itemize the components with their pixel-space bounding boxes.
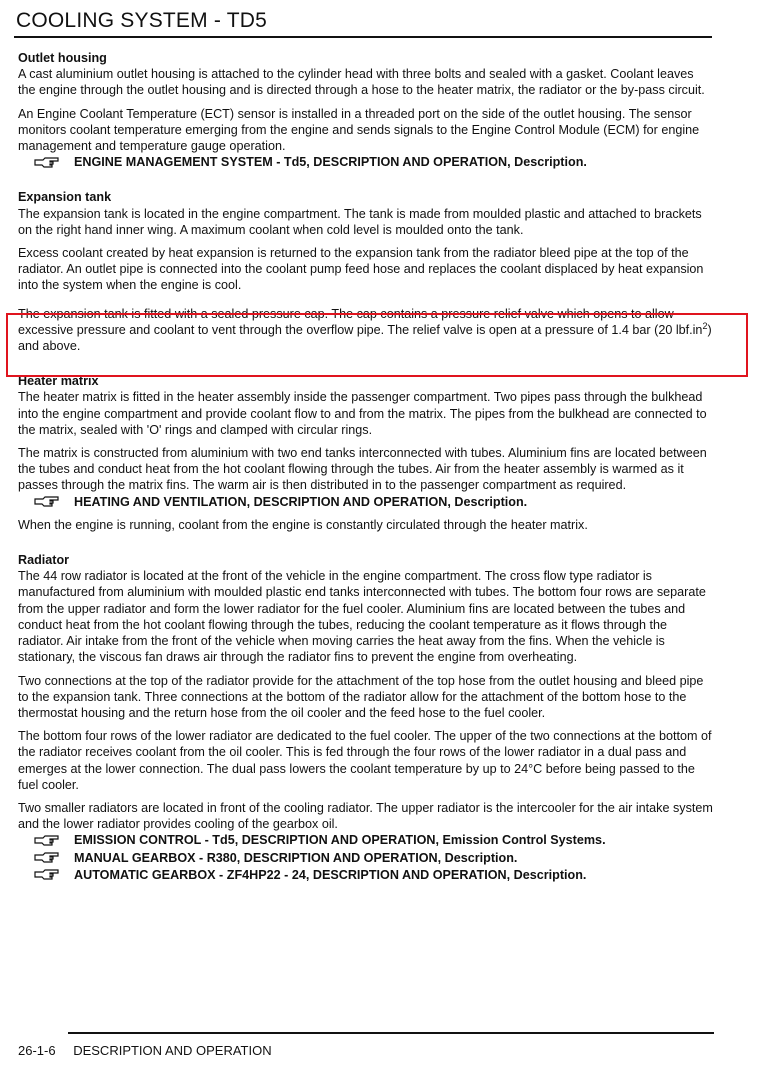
cross-reference[interactable] — [34, 154, 714, 170]
cross-reference[interactable] — [34, 494, 714, 510]
paragraph: The bottom four rows of the lower radiator are dedicated to the fuel cooler. The upper of the two connections at the bottom of the radiator receives coolant from the oil cooler. This is fed through the four rows of the lower radiator in a dual pass and emerges at the lower connection. The dual pass lowers the coolant temperature by up to 24°C before being passed to the fuel cooler. — [18, 729, 712, 792]
cross-reference-text: MANUAL GEARBOX - R380, DESCRIPTION AND OPERATION, Description. — [74, 850, 518, 865]
paragraph: The heater matrix is fitted in the heater assembly inside the passenger compartment. Two pipes pass through the bulkhead into the engine compartment and provide coolant flow to and from the matrix. The pipes from the bulkhead are connected to the matrix, sealed with 'O' rings and clamped with circular rings. — [18, 390, 707, 437]
paragraph: Excess coolant created by heat expansion is returned to the expansion tank from the radiator bleed pipe at the top of the radiator. An outlet pipe is connected into the coolant pump feed hose and replaces the coolant displaced by heat expansion into the system when the engine is cool. — [18, 246, 704, 293]
paragraph: Two connections at the top of the radiator provide for the attachment of the top hose from the outlet housing and bleed pipe to the expansion tank. Three connections at the bottom of the radiator allow for the attachment of the bottom hose to the thermostat housing and the return hose from the oil cooler and the feed hose to the fuel cooler. — [18, 673, 704, 720]
footer-rule — [68, 1032, 714, 1034]
heading-outlet-housing: Outlet housing — [18, 51, 107, 65]
paragraph: Two smaller radiators are located in front of the cooling radiator. The upper radiator is the intercooler for the air intake system and the lower radiator provides cooling of the gearbox oil. — [18, 800, 713, 832]
cross-reference-text: EMISSION CONTROL - Td5, DESCRIPTION AND OPERATION, Emission Control Systems. — [74, 833, 606, 848]
paragraph: When the engine is running, coolant from the engine is constantly circulated through the heater matrix. — [18, 517, 588, 532]
cross-reference[interactable] — [34, 867, 714, 883]
paragraph: A cast aluminium outlet housing is attached to the cylinder head with three bolts and sealed with a gasket. Coolant leaves the engine through the outlet housing and is directed through a hose to the heater matrix, the radiator or the by-pass circuit. — [18, 67, 705, 98]
title-rule — [14, 36, 712, 38]
page-footer — [18, 1043, 286, 1058]
paragraph: The 44 row radiator is located at the front of the vehicle in the engine compartment. The cross flow type radiator is manufactured from aluminium with moulded plastic end tanks interconnected with tubes. The bottom four rows are separate from the upper radiator and form the lower radiator for the fuel cooler. Aluminium fins are located between the tubes and conduct heat from the hot coolant flowing through the tubes, reducing the coolant temperature as it flows through the radiator. Air intake from the front of the vehicle when moving carries the heat away from the fins. When the vehicle is stationary, the viscous fan draws air through the radiator fins to prevent the engine from overheating. — [18, 569, 706, 665]
heading-heater-matrix: Heater matrix — [18, 374, 99, 389]
highlighted-paragraph: The expansion tank is fitted with a sealed pressure cap. The cap contains a pressure relief valve which opens to allow excessive pressure and coolant to vent through the overflow pipe. The relief valve is open at a pressure of 1.4 bar (20 $lbf.in^2$) and above. — [18, 306, 712, 354]
highlight-box — [6, 313, 748, 377]
pointing-hand-icon — [34, 851, 60, 864]
footer-section: DESCRIPTION AND OPERATION — [73, 1043, 272, 1058]
cross-reference-text: AUTOMATIC GEARBOX - ZF4HP22 - 24, DESCRIPTION AND OPERATION, Description. — [74, 867, 587, 882]
paragraph: The expansion tank is located in the engine compartment. The tank is made from moulded plastic and attached to brackets on the right hand inner wing. A maximum coolant when cold level is moulded onto the tank. — [18, 206, 702, 237]
pointing-hand-icon — [34, 834, 60, 847]
pointing-hand-icon — [34, 495, 60, 508]
pointing-hand-icon — [34, 868, 60, 881]
heading-expansion-tank: Expansion tank — [18, 190, 112, 205]
page-number: 26-1-6 — [18, 1043, 56, 1058]
cross-reference[interactable] — [34, 850, 714, 866]
paragraph: The matrix is constructed from aluminium with two end tanks interconnected with tubes. Aluminium fins are located between the tubes and conduct heat from the hot coolant flowing through the tubes. Air from the heater assembly is warmed as it passes through the matrix fins. The warm air is then distributed in to the passenger compartment as required. — [18, 446, 707, 493]
page-title: COOLING SYSTEM - TD5 — [16, 9, 267, 32]
heading-radiator: Radiator — [18, 553, 70, 568]
document-body — [18, 50, 714, 890]
cross-reference-text: HEATING AND VENTILATION, DESCRIPTION AND OPERATION, Description. — [74, 494, 528, 509]
pointing-hand-icon — [34, 156, 60, 169]
cross-reference-text: ENGINE MANAGEMENT SYSTEM - Td5, DESCRIPTION AND OPERATION, Description. — [74, 155, 587, 170]
paragraph: An Engine Coolant Temperature (ECT) sensor is installed in a threaded port on the side of the outlet housing. The sensor monitors coolant temperature emerging from the engine and sends signals to the Engine Control Module (ECM) for engine management and temperature gauge operation. — [18, 106, 700, 154]
cross-reference[interactable] — [34, 832, 714, 848]
